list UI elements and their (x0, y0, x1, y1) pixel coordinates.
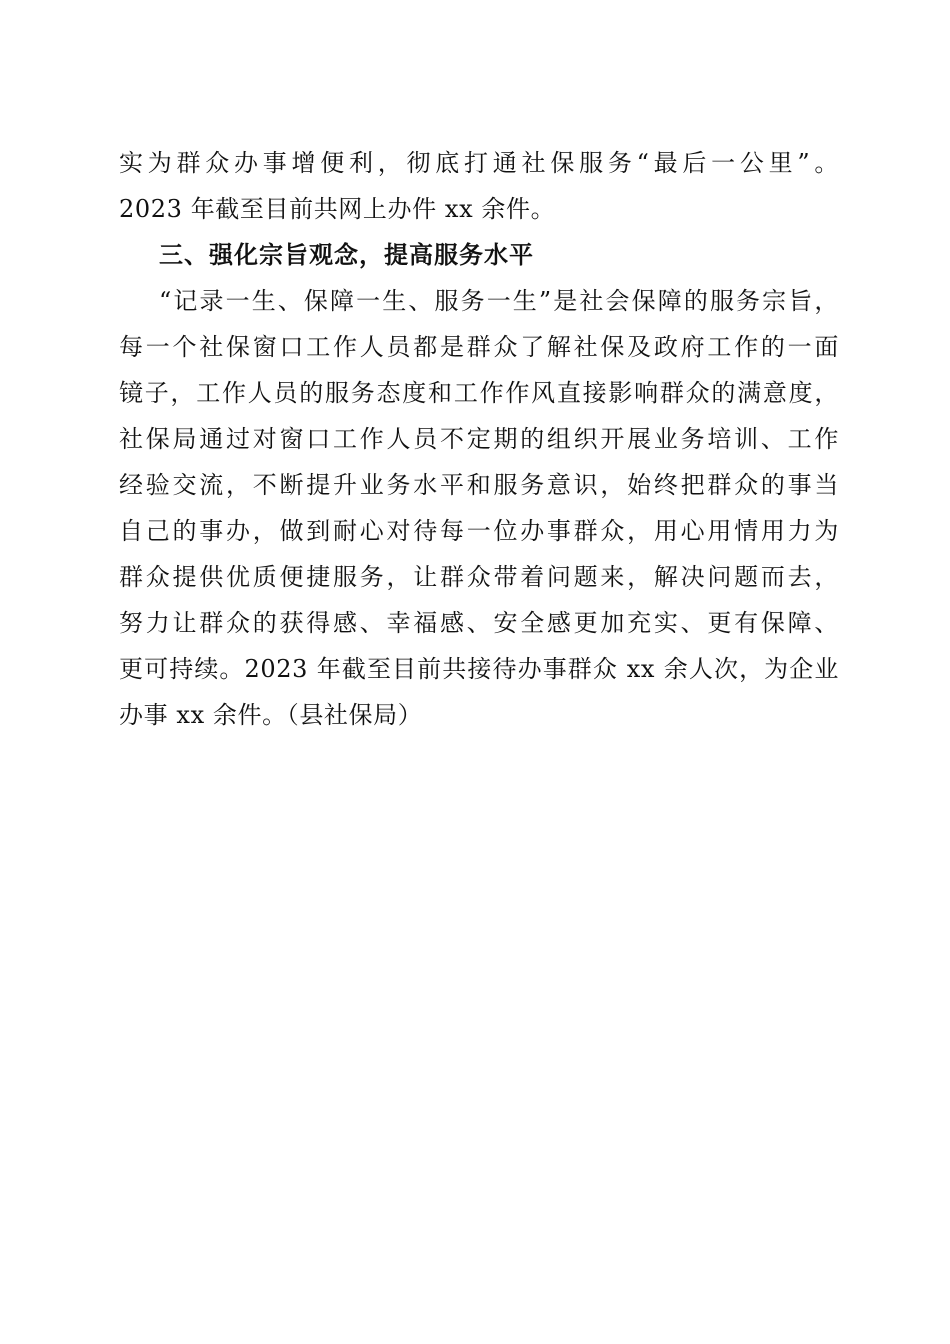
paragraph-2-line-4: 社保局通过对窗口工作人员不定期的组织开展业务培训、工作 (119, 425, 839, 453)
document-body (119, 140, 839, 738)
paragraph-2-line-6: 自己的事办，做到耐心对待每一位办事群众，用心用情用力为 (119, 517, 839, 545)
paragraph-2-line-8: 努力让群众的获得感、幸福感、安全感更加充实、更有保障、 (119, 609, 839, 637)
paragraph-2-line-10: 办事 xx 余件。（县社保局） (119, 701, 423, 729)
section-heading: 三、强化宗旨观念，提高服务水平 (159, 241, 534, 269)
paragraph-2-line-7: 群众提供优质便捷服务，让群众带着问题来，解决问题而去， (119, 563, 839, 591)
paragraph-2-line-5: 经验交流，不断提升业务水平和服务意识，始终把群众的事当 (119, 471, 839, 499)
paragraph-2-line-2: 每一个社保窗口工作人员都是群众了解社保及政府工作的一面 (119, 333, 839, 361)
paragraph-1-line-1: 实为群众办事增便利，彻底打通社保服务“最后一公里”。 (119, 149, 839, 177)
paragraph-1-line-2: 2023 年截至目前共网上办件 xx 余件。 (119, 195, 556, 223)
paragraph-2-line-9: 更可持续。2023 年截至目前共接待办事群众 xx 余人次，为企业 (119, 655, 839, 683)
paragraph-2-line-1: “记录一生、保障一生、服务一生”是社会保障的服务宗旨， (159, 287, 839, 315)
paragraph-2-line-3: 镜子，工作人员的服务态度和工作作风直接影响群众的满意度， (119, 379, 839, 407)
